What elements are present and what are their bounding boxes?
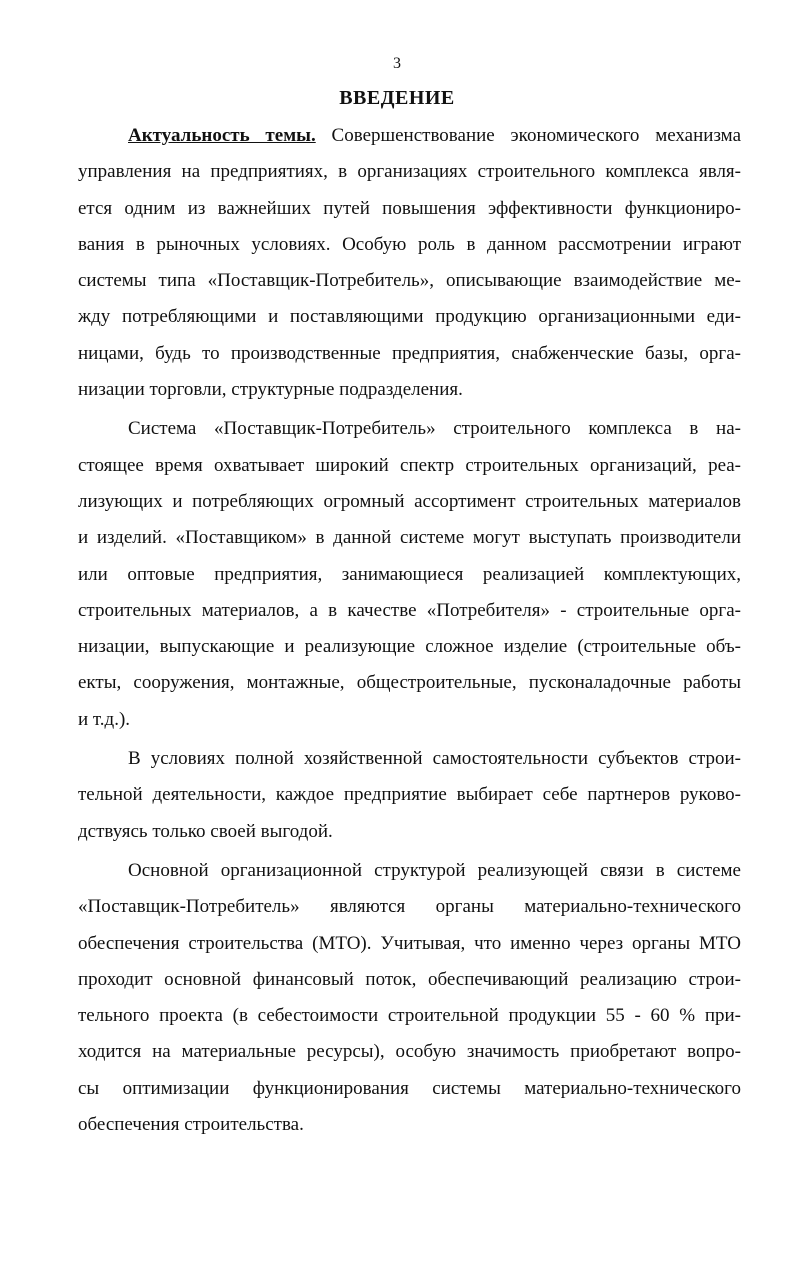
- paragraph-line: низации, выпускающие и реализующие сложное изделие (строительные объ-: [78, 636, 741, 658]
- page-number: 3: [393, 55, 401, 72]
- paragraph-line: тельного проекта (в себестоимости строительной продукции 55 - 60 % при-: [78, 1005, 741, 1027]
- paragraph-line: и т.д.).: [78, 708, 131, 730]
- paragraph-line: Система «Поставщик-Потребитель» строительного комплекса в на-: [128, 418, 741, 440]
- paragraph-line: В условиях полной хозяйственной самостоятельности субъектов строи-: [128, 748, 741, 770]
- paragraph-line: обеспечения строительства (МТО). Учитывая, что именно через органы МТО: [78, 932, 741, 954]
- paragraph-line: строительных материалов, а в качестве «Потребителя» - строительные орга-: [78, 599, 741, 621]
- paragraph-line: тельной деятельности, каждое предприятие выбирает себе партнеров руково-: [78, 784, 741, 806]
- paragraph-line: сы оптимизации функционирования системы материально-технического: [78, 1077, 741, 1099]
- paragraph-line: Основной организационной структурой реализующей связи в системе: [128, 859, 741, 881]
- paragraph-line: Актуальность темы. Совершенствование экономического механизма: [128, 125, 741, 146]
- paragraph-line: дствуясь только своей выгодой.: [78, 820, 333, 842]
- page-heading: ВВЕДЕНИЕ: [339, 87, 455, 109]
- paragraph-line: ницами, будь то производственные предприятия, снабженческие базы, орга-: [78, 342, 741, 364]
- paragraph-line: низации торговли, структурные подразделения.: [78, 379, 463, 401]
- paragraph-line: вания в рыночных условиях. Особую роль в данном рассмотрении играют: [78, 233, 741, 255]
- paragraph-line: обеспечения строительства.: [78, 1114, 304, 1136]
- paragraph-line: «Поставщик-Потребитель» являются органы материально-технического: [78, 896, 741, 918]
- body-text: [78, 118, 741, 1143]
- paragraph-line: стоящее время охватывает широкий спектр строительных организаций, реа-: [78, 454, 741, 476]
- paragraph-line: управления на предприятиях, в организациях строительного комплекса явля-: [78, 161, 741, 183]
- paragraph-line: проходит основной финансовый поток, обеспечивающий реализацию строи-: [78, 968, 741, 990]
- topic-lead: Актуальность темы.: [128, 125, 316, 146]
- paragraph-line: лизующих и потребляющих огромный ассортимент строительных материалов: [78, 490, 741, 512]
- paragraph-line: или оптовые предприятия, занимающиеся реализацией комплектующих,: [78, 563, 741, 585]
- paragraph-line: жду потребляющими и поставляющими продукцию организационными еди-: [78, 306, 741, 328]
- paragraph-line: екты, сооружения, монтажные, общестроительные, пусконаладочные работы: [78, 672, 741, 694]
- paragraph-line: системы типа «Поставщик-Потребитель», описывающие взаимодействие ме-: [78, 270, 741, 292]
- paragraph-line: ходится на материальные ресурсы), особую значимость приобретают вопро-: [78, 1041, 741, 1063]
- paragraph-line: ется одним из важнейших путей повышения эффективности функциониро-: [78, 197, 741, 219]
- paragraph-line: и изделий. «Поставщиком» в данной системе могут выступать производители: [78, 527, 741, 549]
